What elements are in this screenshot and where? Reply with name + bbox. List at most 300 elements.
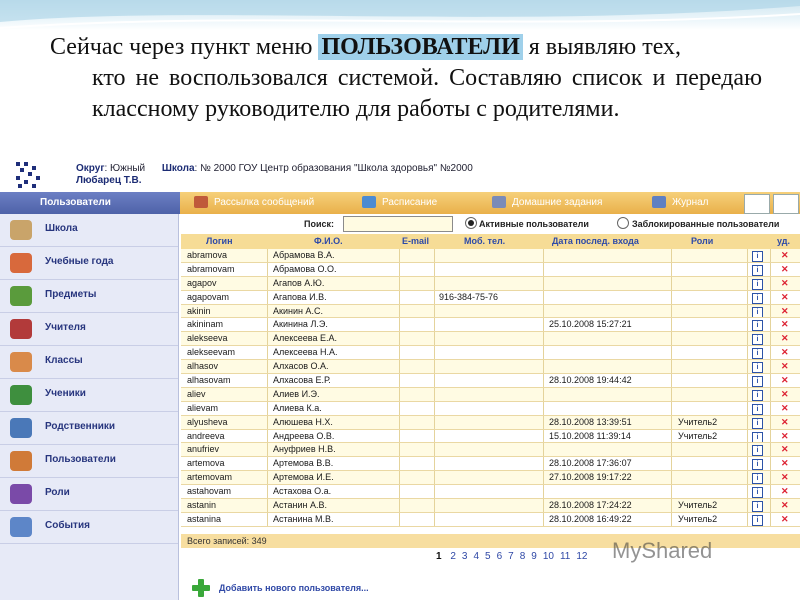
cell-last-login: 28.10.2008 16:49:22: [549, 513, 632, 524]
info-icon[interactable]: i: [752, 334, 763, 345]
cell-divider: [770, 360, 771, 374]
cell-divider: [671, 430, 672, 444]
table-row[interactable]: [181, 416, 800, 430]
delete-icon[interactable]: ✕: [781, 375, 789, 386]
cell-divider: [543, 249, 544, 263]
cell-divider: [434, 443, 435, 457]
radio-blocked-label: Заблокированные пользователи: [632, 219, 780, 229]
table-row[interactable]: [181, 374, 800, 388]
cell-divider: [747, 249, 748, 263]
cell-divider: [671, 346, 672, 360]
cell-divider: [543, 291, 544, 305]
cell-divider: [399, 457, 400, 471]
delete-icon[interactable]: ✕: [781, 277, 789, 288]
info-icon[interactable]: i: [752, 473, 763, 484]
cell-divider: [671, 318, 672, 332]
cell-login: alhasovam: [187, 375, 231, 386]
cell-divider: [399, 499, 400, 513]
cell-divider: [747, 263, 748, 277]
cell-divider: [747, 457, 748, 471]
cell-divider: [267, 499, 268, 513]
cell-last-login: 15.10.2008 11:39:14: [549, 430, 631, 441]
users-table-body: [181, 249, 800, 527]
info-icon[interactable]: i: [752, 293, 763, 304]
cell-divider: [267, 374, 268, 388]
cell-divider: [671, 443, 672, 457]
info-icon[interactable]: i: [752, 418, 763, 429]
cell-last-login: 27.10.2008 19:17:22: [549, 472, 632, 483]
cell-divider: [434, 332, 435, 346]
table-row[interactable]: [181, 263, 800, 277]
cell-fio: Абрамова О.О.: [273, 263, 337, 274]
delete-icon[interactable]: ✕: [781, 416, 789, 427]
cell-divider: [267, 332, 268, 346]
caption-text-before: Сейчас через пункт меню: [50, 34, 319, 60]
sidebar-item-users[interactable]: Пользователи: [0, 445, 178, 478]
cell-divider: [434, 305, 435, 319]
page-link[interactable]: 5: [485, 551, 491, 562]
info-icon[interactable]: i: [752, 445, 763, 456]
table-row[interactable]: [181, 249, 800, 263]
cell-divider: [399, 374, 400, 388]
cell-fio: Астанина М.В.: [273, 513, 334, 524]
table-row[interactable]: [181, 346, 800, 360]
delete-icon[interactable]: ✕: [781, 500, 789, 511]
table-row[interactable]: [181, 430, 800, 444]
cell-divider: [543, 346, 544, 360]
cell-login: andreeva: [187, 430, 225, 441]
events-icon: [10, 517, 32, 537]
cell-divider: [770, 374, 771, 388]
cell-divider: [543, 471, 544, 485]
menu-schedule[interactable]: Расписание: [362, 192, 437, 214]
cell-divider: [399, 318, 400, 332]
table-row[interactable]: [181, 291, 800, 305]
cell-divider: [267, 263, 268, 277]
cell-divider: [747, 374, 748, 388]
cell-divider: [267, 318, 268, 332]
cell-divider: [267, 430, 268, 444]
info-icon[interactable]: i: [752, 459, 763, 470]
cell-divider: [267, 416, 268, 430]
pagination: [436, 550, 593, 564]
mail-icon[interactable]: [744, 194, 770, 214]
cell-login: akininam: [187, 319, 224, 330]
cell-divider: [399, 360, 400, 374]
cell-last-login: 28.10.2008 19:44:42: [549, 375, 632, 386]
radio-active-users[interactable]: [465, 217, 477, 229]
cell-divider: [770, 457, 771, 471]
calendar-icon: [10, 253, 32, 273]
page-link[interactable]: 12: [576, 551, 588, 562]
cell-divider: [267, 388, 268, 402]
cell-last-login: 28.10.2008 17:36:07: [549, 458, 632, 469]
cell-divider: [671, 263, 672, 277]
cell-roles: Учитель2: [678, 500, 718, 511]
cell-divider: [434, 249, 435, 263]
info-icon[interactable]: i: [752, 348, 763, 359]
plus-icon: [191, 578, 211, 598]
add-user-label: Добавить нового пользователя...: [219, 583, 369, 593]
radio-active-label: Активные пользователи: [479, 219, 589, 229]
cell-divider: [267, 277, 268, 291]
cell-divider: [399, 332, 400, 346]
cell-divider: [671, 277, 672, 291]
sidebar-item-students[interactable]: Ученики: [0, 379, 178, 412]
class-icon: [10, 352, 32, 372]
menu-homework[interactable]: Домашние задания: [492, 192, 602, 214]
cell-roles: Учитель2: [678, 416, 718, 427]
cell-divider: [770, 249, 771, 263]
cell-divider: [671, 291, 672, 305]
cell-divider: [543, 416, 544, 430]
page-link[interactable]: 3: [461, 551, 468, 562]
cell-divider: [267, 346, 268, 360]
table-row[interactable]: [181, 305, 800, 319]
cell-divider: [770, 513, 771, 527]
district-label: Округ: [76, 163, 105, 174]
cell-divider: [267, 249, 268, 263]
delete-icon[interactable]: ✕: [781, 430, 789, 441]
cell-divider: [770, 471, 771, 485]
table-row[interactable]: [181, 485, 800, 499]
top-menubar: [0, 192, 800, 214]
cell-fio: Андреева О.В.: [273, 430, 335, 441]
cell-divider: [671, 360, 672, 374]
school-logo: [14, 160, 44, 190]
delete-icon[interactable]: ✕: [781, 513, 789, 524]
page-link[interactable]: 6: [496, 551, 503, 562]
cell-divider: [747, 471, 748, 485]
watermark: MyShared: [612, 538, 713, 563]
cell-login: abramovam: [187, 263, 235, 274]
page-link[interactable]: 10: [542, 551, 554, 562]
cell-divider: [543, 513, 544, 527]
cell-divider: [399, 430, 400, 444]
cell-divider: [747, 430, 748, 444]
cell-fio: Астанин А.В.: [273, 500, 328, 511]
sidebar-item-classes[interactable]: Классы: [0, 346, 178, 379]
info-icon[interactable]: i: [752, 515, 763, 526]
cell-divider: [543, 318, 544, 332]
cell-divider: [399, 485, 400, 499]
cell-login: astahovam: [187, 486, 232, 497]
cell-divider: [671, 471, 672, 485]
delete-icon[interactable]: ✕: [781, 319, 789, 330]
cell-divider: [747, 291, 748, 305]
table-row[interactable]: [181, 443, 800, 457]
delete-icon[interactable]: ✕: [781, 486, 789, 497]
menu-broadcast[interactable]: Рассылка сообщений: [194, 192, 314, 214]
cell-login: artemovam: [187, 472, 233, 483]
current-user[interactable]: Любарец Т.В.: [76, 175, 142, 186]
cell-divider: [543, 360, 544, 374]
cell-divider: [770, 443, 771, 457]
table-row[interactable]: [181, 457, 800, 471]
app-header: [0, 158, 800, 192]
radio-blocked-users[interactable]: [617, 217, 629, 229]
cell-divider: [434, 485, 435, 499]
caption-text-after: я выявляю тех,: [522, 34, 682, 60]
student-icon: [10, 385, 32, 405]
cell-fio: Алиева К.а.: [273, 402, 322, 413]
cell-fio: Астахова О.а.: [273, 486, 332, 497]
cell-divider: [399, 249, 400, 263]
cell-divider: [434, 457, 435, 471]
cell-divider: [434, 499, 435, 513]
cell-last-login: 28.10.2008 17:24:22: [549, 500, 632, 511]
info-icon[interactable]: i: [752, 432, 763, 443]
book-icon: [652, 196, 666, 208]
cell-fio: Алхасов О.А.: [273, 361, 329, 372]
slide-banner: [0, 0, 800, 30]
cell-divider: [671, 513, 672, 527]
relatives-icon: [10, 418, 32, 438]
page-current: 1: [436, 551, 442, 562]
info-icon[interactable]: i: [752, 390, 763, 401]
cell-fio: Артемова И.Е.: [273, 472, 334, 483]
table-row[interactable]: [181, 471, 800, 485]
sidebar: [0, 214, 179, 600]
cell-divider: [434, 402, 435, 416]
cell-divider: [267, 457, 268, 471]
cell-divider: [770, 346, 771, 360]
sidebar-item-roles[interactable]: Роли: [0, 478, 178, 511]
cell-login: alekseevam: [187, 347, 236, 358]
page-link[interactable]: 2: [450, 551, 456, 562]
users-icon[interactable]: [773, 194, 799, 214]
cell-divider: [671, 402, 672, 416]
table-row[interactable]: [181, 360, 800, 374]
sidebar-item-subjects[interactable]: Предметы: [0, 280, 178, 313]
page-link[interactable]: 7: [508, 551, 514, 562]
info-icon[interactable]: i: [752, 279, 763, 290]
cell-login: aliev: [187, 388, 206, 399]
delete-icon[interactable]: ✕: [781, 291, 789, 302]
app-window: [0, 158, 800, 600]
record-count: Всего записей: 349: [181, 534, 800, 548]
section-title: Пользователи: [0, 192, 180, 214]
cell-last-login: 28.10.2008 13:39:51: [549, 416, 632, 427]
cell-divider: [399, 443, 400, 457]
cell-divider: [747, 499, 748, 513]
cell-login: anufriev: [187, 444, 220, 455]
cell-roles: Учитель2: [678, 430, 718, 441]
cell-fio: Алюшева Н.Х.: [273, 416, 333, 427]
cell-divider: [543, 499, 544, 513]
page-link[interactable]: 4: [473, 551, 480, 562]
cell-fio: Алхасова Е.Р.: [273, 375, 331, 386]
cell-divider: [399, 277, 400, 291]
cell-phone: 916-384-75-76: [439, 291, 499, 302]
school-label: Школа: [161, 163, 195, 174]
cell-roles: Учитель2: [678, 513, 718, 524]
header-info: [76, 163, 473, 187]
cell-login: agapov: [187, 277, 217, 288]
cell-fio: Абрамова В.А.: [273, 250, 335, 260]
cell-divider: [671, 332, 672, 346]
teacher-icon: [10, 319, 32, 339]
cell-divider: [770, 430, 771, 444]
cell-divider: [434, 346, 435, 360]
envelope-icon: [194, 196, 208, 208]
info-icon[interactable]: i: [752, 487, 763, 498]
info-icon[interactable]: i: [752, 251, 763, 262]
cell-divider: [770, 485, 771, 499]
table-row[interactable]: [181, 277, 800, 291]
cell-divider: [543, 485, 544, 499]
cell-fio: Ануфриев Н.В.: [273, 444, 336, 455]
table-row[interactable]: [181, 332, 800, 346]
delete-icon[interactable]: ✕: [781, 347, 789, 358]
col-login[interactable]: Логин: [206, 236, 233, 246]
cell-divider: [399, 305, 400, 319]
delete-icon[interactable]: ✕: [781, 472, 789, 483]
info-icon[interactable]: i: [752, 501, 763, 512]
cell-login: alyusheva: [187, 416, 228, 427]
table-row[interactable]: [181, 402, 800, 416]
cell-divider: [434, 291, 435, 305]
menu-journal[interactable]: Журнал: [652, 192, 709, 214]
sidebar-item-relatives[interactable]: Родственники: [0, 412, 178, 445]
delete-icon[interactable]: ✕: [781, 263, 789, 274]
row-divider: [181, 526, 800, 527]
table-row[interactable]: [181, 318, 800, 332]
cell-divider: [770, 332, 771, 346]
cell-divider: [267, 305, 268, 319]
cell-divider: [434, 360, 435, 374]
cell-divider: [747, 318, 748, 332]
cell-divider: [543, 430, 544, 444]
page-link[interactable]: 9: [531, 551, 537, 562]
table-row[interactable]: [181, 513, 800, 527]
table-row[interactable]: [181, 388, 800, 402]
cell-divider: [399, 263, 400, 277]
cell-divider: [747, 388, 748, 402]
page-link[interactable]: 11: [559, 551, 571, 562]
cell-divider: [543, 277, 544, 291]
cell-divider: [399, 291, 400, 305]
school-value: : № 2000 ГОУ Центр образования "Школа здоровья" №2000: [194, 163, 473, 174]
col-phone[interactable]: Моб. тел.: [464, 236, 506, 246]
cell-fio: Агапов А.Ю.: [273, 277, 325, 288]
info-icon[interactable]: i: [752, 404, 763, 415]
district-value: : Южный: [104, 163, 146, 174]
cell-divider: [543, 457, 544, 471]
delete-icon[interactable]: ✕: [781, 458, 789, 469]
info-icon[interactable]: i: [752, 265, 763, 276]
cell-divider: [267, 291, 268, 305]
cell-divider: [770, 305, 771, 319]
school-icon: [10, 220, 32, 240]
col-last-login[interactable]: Дата послед. входа: [552, 236, 639, 246]
cell-login: alekseeva: [187, 333, 228, 344]
cell-divider: [399, 471, 400, 485]
table-row[interactable]: [181, 499, 800, 513]
cell-divider: [770, 263, 771, 277]
cell-divider: [747, 277, 748, 291]
info-icon[interactable]: i: [752, 320, 763, 331]
cell-divider: [267, 360, 268, 374]
col-fio[interactable]: Ф.И.О.: [314, 236, 343, 246]
cell-divider: [399, 346, 400, 360]
cell-divider: [671, 499, 672, 513]
homework-icon: [492, 196, 506, 208]
info-icon[interactable]: i: [752, 362, 763, 373]
sidebar-item-events[interactable]: События: [0, 511, 178, 544]
delete-icon[interactable]: ✕: [781, 361, 789, 372]
cell-login: astanin: [187, 500, 217, 511]
delete-icon[interactable]: ✕: [781, 388, 789, 399]
cell-divider: [770, 388, 771, 402]
cell-divider: [747, 332, 748, 346]
cell-login: alievam: [187, 402, 219, 413]
search-label: Поиск:: [304, 219, 335, 229]
cell-divider: [434, 318, 435, 332]
cell-divider: [671, 249, 672, 263]
cell-divider: [399, 513, 400, 527]
cell-login: artemova: [187, 458, 225, 469]
col-email[interactable]: E-mail: [402, 236, 430, 246]
cell-divider: [770, 499, 771, 513]
cell-divider: [671, 305, 672, 319]
cell-divider: [267, 485, 268, 499]
delete-icon[interactable]: ✕: [781, 250, 789, 260]
books-icon: [10, 286, 32, 306]
cell-fio: Алексеева Н.А.: [273, 347, 338, 358]
delete-icon[interactable]: ✕: [781, 333, 789, 344]
cell-divider: [434, 277, 435, 291]
cell-divider: [747, 346, 748, 360]
search-row: [181, 214, 800, 234]
info-icon[interactable]: i: [752, 307, 763, 318]
delete-icon[interactable]: ✕: [781, 305, 789, 316]
calendar-icon: [362, 196, 376, 208]
cell-divider: [747, 360, 748, 374]
cell-divider: [267, 443, 268, 457]
cell-divider: [399, 416, 400, 430]
cell-divider: [671, 388, 672, 402]
sidebar-item-school[interactable]: Школа: [0, 214, 178, 247]
cell-divider: [671, 374, 672, 388]
sidebar-item-teachers[interactable]: Учителя: [0, 313, 178, 346]
search-input[interactable]: [343, 216, 453, 232]
cell-divider: [399, 388, 400, 402]
info-icon[interactable]: i: [752, 376, 763, 387]
cell-divider: [543, 305, 544, 319]
roles-icon: [10, 484, 32, 504]
slide-caption: [50, 32, 762, 125]
cell-divider: [267, 402, 268, 416]
delete-icon[interactable]: ✕: [781, 444, 789, 455]
cell-login: akinin: [187, 305, 211, 316]
page-link[interactable]: 8: [519, 551, 526, 562]
cell-divider: [434, 388, 435, 402]
table-header: [181, 234, 800, 250]
users-icon: [10, 451, 32, 471]
cell-divider: [543, 374, 544, 388]
cell-divider: [770, 416, 771, 430]
cell-fio: Алиев И.Э.: [273, 388, 320, 399]
cell-divider: [434, 430, 435, 444]
sidebar-item-years[interactable]: Учебные года: [0, 247, 178, 280]
cell-divider: [747, 305, 748, 319]
col-roles[interactable]: Роли: [691, 236, 714, 246]
cell-divider: [543, 263, 544, 277]
delete-icon[interactable]: ✕: [781, 402, 789, 413]
col-delete: уд.: [777, 236, 790, 246]
cell-divider: [434, 513, 435, 527]
